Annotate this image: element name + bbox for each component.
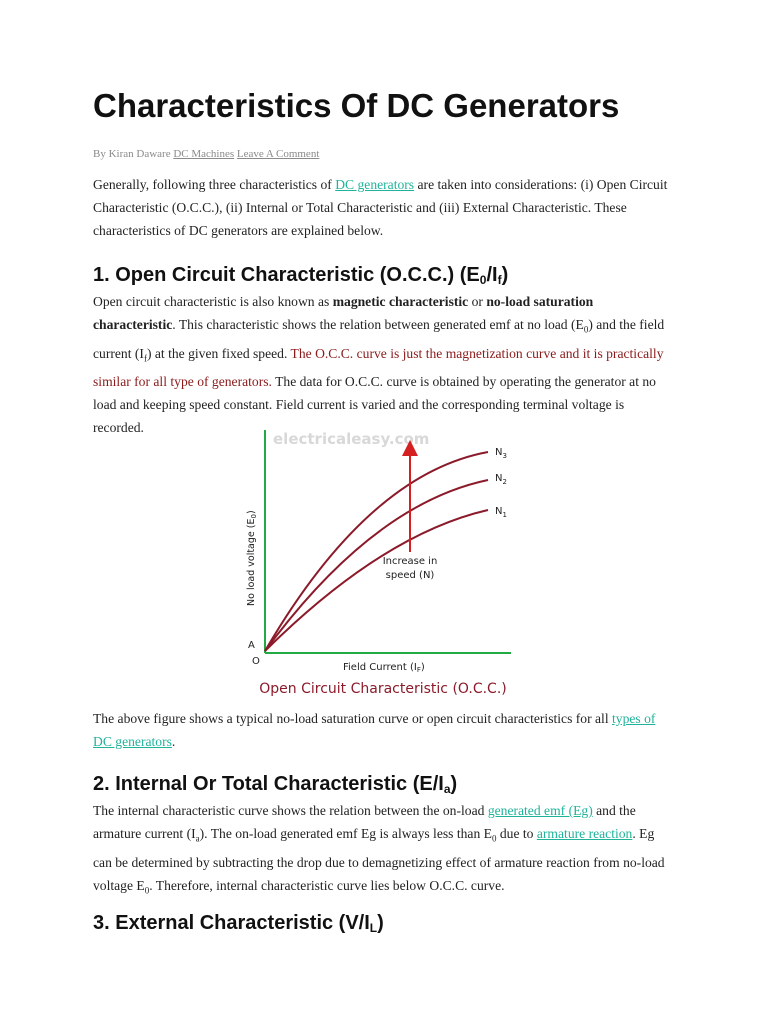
svg-text:N1: $N_1$	[495, 506, 507, 519]
section-2-heading: 2. Internal Or Total Characteristic $(E/I_a)$	[93, 773, 458, 796]
comment-link[interactable]: Leave A Comment	[236, 148, 320, 160]
figure-caption: Open Circuit Characteristic (O.C.C.)	[259, 681, 507, 697]
svg-text:N3: $N_3$	[495, 447, 507, 460]
occ-chart	[233, 424, 533, 704]
highlight-sentence: The O.C.C. curve is just the magnetization curve and it is practically similar for all type of generators.	[93, 345, 664, 390]
y-axis-label: No load voltage $(E_0)$	[246, 510, 258, 606]
section-1-paragraph: Open circuit characteristic is also known as magnetic characteristic or no-load saturation characteristic. This characteristic shows the relation between generated emf at no load $(E_0)$ and the field current $(I_f)$ at the given fixed speed. The O.C.C. curve is just the magnetization curve and it is practically similar for all type of generators. The data for O.C.C. curve is obtained by operating the generator at no load and keeping speed constant. Field current is varied and the corresponding terminal voltage is recorded.	[93, 294, 665, 436]
svg-text:N2: $N_2$	[495, 473, 507, 486]
curve-label-n3: N	[495, 447, 503, 458]
section-1-heading: 1. Open Circuit Characteristic (O.C.C.) $(E_0/I_f)$	[93, 264, 509, 287]
article-meta	[93, 147, 673, 161]
occ-figure	[233, 424, 533, 704]
types-of-dc-generators-link[interactable]: types of DC generators	[93, 711, 656, 749]
origin-label: O	[252, 656, 260, 667]
section-3-heading: 3. External Characteristic $(V/I_L)$	[93, 912, 384, 935]
page-title: Characteristics Of DC Generators	[93, 87, 620, 124]
arrow-label-1: Increase in	[382, 556, 438, 567]
author-byline: By Kiran Daware	[93, 148, 171, 160]
intro-paragraph: Generally, following three characteristics of DC generators are taken into considerations: (i) Open Circuit Characteristic (O.C.C.), (ii) Internal or Total Characteristic and (iii) External Characteristic. These characteristics of DC generators are explained below.	[93, 177, 668, 238]
arrow-label-2: speed (N)	[385, 570, 435, 581]
figure-description: The above figure shows a typical no-load saturation curve or open circuit characteristics for all types of DC generators.	[93, 711, 656, 749]
category-link[interactable]: DC Machines	[173, 148, 235, 160]
dc-generators-link[interactable]: DC generators	[335, 177, 415, 192]
curve-n1	[265, 510, 488, 651]
x-axis-label: Field Current $(I_F)$	[343, 662, 425, 674]
watermark: electricaleasy.com	[273, 430, 430, 448]
curve-n2	[265, 480, 488, 651]
curve-n3	[265, 452, 488, 651]
curve-label-n2: N	[495, 473, 503, 484]
armature-reaction-link[interactable]: armature reaction	[536, 826, 633, 841]
curve-label-n1: N	[495, 506, 503, 517]
section-2-paragraph: The internal characteristic curve shows the relation between the on-load generated emf (Eg) and the armature current $(I_a)$. The on-load generated emf Eg is always less than $E_0$ due to armature reaction. Eg can be determined by subtracting the drop due to demagnetizing effect of armature reaction from no-load voltage $E_0$. Therefore, internal characteristic curve lies below O.C.C. curve.	[93, 803, 665, 896]
generated-emf-link[interactable]: generated emf (Eg)	[487, 803, 593, 818]
point-a-label: A	[248, 640, 255, 651]
